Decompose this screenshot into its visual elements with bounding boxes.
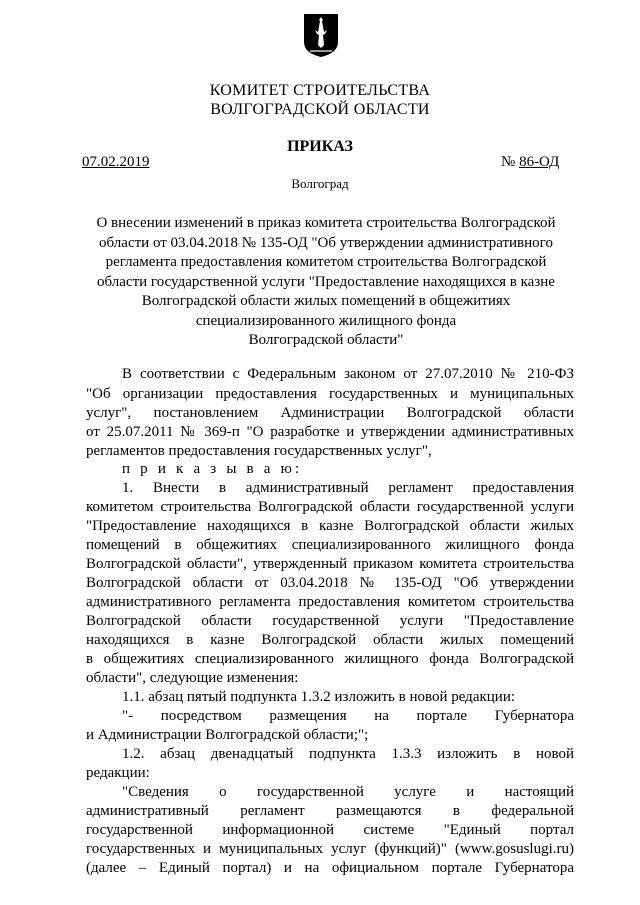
body-line: государственной информационной системе "Единый портал <box>86 822 574 838</box>
body-line: "- посредством размещения на портале Губернатора <box>122 708 574 724</box>
body-line: редакции: <box>86 765 150 781</box>
body-line: "Предоставление находящихся в казне Волгоградской области жилых <box>86 518 574 534</box>
body-line: 1. Внести в административный регламент предоставления <box>122 480 574 496</box>
body-line: административного регламента предоставления комитетом строительства <box>86 594 574 610</box>
organization-name-line1: КОМИТЕТ СТРОИТЕЛЬСТВА <box>209 82 431 99</box>
title-line: Волгоградской области" <box>248 332 404 348</box>
body-line: "Об организации предоставления государственных и муниципальных <box>86 386 574 402</box>
organization-name-line2: ВОЛГОГРАДСКОЙ ОБЛАСТИ <box>210 101 430 118</box>
body-line: административный регламент размещаются в федеральной <box>86 803 574 819</box>
body-line: услуг", постановлением Администрации Волгоградской области <box>86 405 574 421</box>
title-line: регламента предоставления комитетом строительства Волгоградской <box>105 254 547 270</box>
body-line: в общежитиях специализированного жилищного фонда Волгоградской <box>86 651 574 667</box>
body-line: 1.1. абзац пятый подпункта 1.3.2 изложить в новой редакции: <box>122 689 516 705</box>
title-line: области от 03.04.2018 № 135-ОД "Об утверждении административного <box>99 234 553 251</box>
body-line: (далее – Единый портал) и на официальном портале Губернатора <box>86 860 574 876</box>
body-line: помещений в общежитиях специализированного жилищного фонда <box>86 537 574 553</box>
document-number <box>501 154 559 171</box>
number-value: 86-ОД <box>519 154 560 170</box>
body-line: и Администрации Волгоградской области;"; <box>86 727 369 743</box>
body-line: В соответствии с Федеральным законом от 27.07.2010 № 210-ФЗ <box>122 366 574 382</box>
body-line: находящихся в казне Волгоградской области жилых помещений <box>86 632 574 648</box>
body-line: Волгоградской области от 03.04.2018 № 135-ОД "Об утверждении <box>86 575 574 591</box>
body-line: области", следующие изменения: <box>86 670 299 686</box>
title-line: О внесении изменений в приказ комитета строительства Волгоградской <box>96 215 556 231</box>
body-line: комитетом строительства Волгоградской области государственной услуги <box>86 499 574 515</box>
body-line: Волгоградской области", утвержденный приказом комитета строительства <box>86 556 574 572</box>
body-line: государственных и муниципальных услуг (функций)" (www.gosuslugi.ru) <box>86 841 574 857</box>
body-line: "Сведения о государственной услуге и настоящий <box>122 784 574 800</box>
document-title <box>72 214 580 351</box>
document-type: ПРИКАЗ <box>287 138 353 155</box>
body-line: регламентов предоставления государственных услуг", <box>86 443 432 459</box>
body-line: Волгоградской области государственной услуги "Предоставление <box>86 613 574 629</box>
volgograd-coat-of-arms-icon <box>302 12 340 58</box>
title-line: специализированного жилищного фонда <box>195 312 457 329</box>
title-line: области государственной услуги "Предоставление находящихся в казне <box>97 273 555 290</box>
body-line: 1.2. абзац двенадцатый подпункта 1.3.3 изложить в новой <box>122 746 574 762</box>
order-word: п р и к а з ы в а ю: <box>122 461 303 477</box>
title-line: Волгоградской области жилых помещений в общежитиях <box>141 293 511 309</box>
city: Волгоград <box>291 176 349 191</box>
document-date: 07.02.2019 <box>82 154 150 170</box>
number-prefix: № <box>501 154 520 170</box>
body-line: от 25.07.2011 № 369-п "О разработке и утверждении административных <box>86 424 574 440</box>
